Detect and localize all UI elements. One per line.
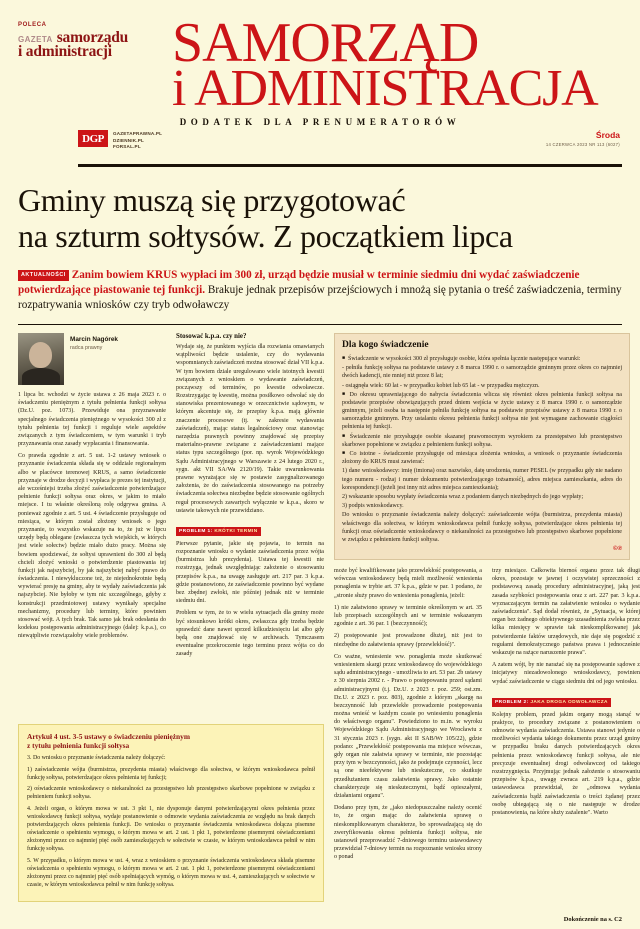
lead-bold-text: Zanim bowiem KRUS wypłaci im 300 zł, urząd będzie musiał w terminie siedmiu dni wydać zaświadczenie potwierdzające piastowanie tej funkcji. xyxy=(18,268,580,296)
problem-1-title: KRÓTKI TERMIN xyxy=(214,528,258,534)
promo-line1: samorządu xyxy=(56,28,129,46)
masthead-strap: DODATEK DLA PRENUMERATORÓW xyxy=(179,117,461,127)
paragraph: może być kwalifikowane jako przewlekłość postępowania, a wówczas wnioskodawcy będą mieli możliwość wniesienia ponaglenia w trybie art. 37 k.p.a., gdzie w par. 1 podano, że „stronie służy prawo do wniesienia ponaglenia, jeżeli: xyxy=(334,568,482,599)
info-item: - osiągnęła wiek: 60 lat - w przypadku kobiet lub 65 lat - w przypadku mężczyzn. xyxy=(342,382,540,389)
legal-paragraph: 1) zaświadczenie wójta (burmistrza, prezydenta miasta) właściwego dla sołectwa, w którym wnioskodawca pełnił funkcję sołtysa, potwierdzające okres pełnienia tej funkcji; xyxy=(27,766,315,781)
info-item: 3) podpis wnioskodawcy. xyxy=(342,503,404,510)
continuation-note: Dokończenie na s. C2 xyxy=(563,916,622,923)
column-4-body-2 xyxy=(492,711,640,817)
info-item: ■ Co istotne - świadczenie przysługuje od miesiąca złożenia wniosku, a wniosek o przyznanie świadczenia złożony do KRUS musi zawierać: xyxy=(342,450,622,466)
legal-title-line2: z tytułu pełnienia funkcji sołtysa xyxy=(27,741,130,751)
paragraph: A zatem wójt, by nie narażać się na postępowanie sądowe z inicjatywy niezadowolonego wnioskodawcy, powinien wydać zaświadczenie w ciągu siedmiu dni od jego wniosku. xyxy=(492,662,640,685)
paragraph: Wydaje się, że punktem wyjścia dla rozwiania omawianych wątpliwości będzie ustalenie, czy do wydawania wspomnianych zaświadczeń można stosować dział VII k.p.a. W tym bowiem dziale uregulowano wiele istotnych kwestii związanych z wnioskiem o wydawanie zaświadczeń, począwszy od terminów, po kwestie odwoławcze. Rozstrzygając tę kwestię, można posiłkowo odwołać się do stanowiska prezentowanego w orzecznictwie sądowym, w którym akcentuje się, że przepisy k.p.a. mają głównie znaczenie procesowe (tj. w zakresie wydawania zaświadczeń), mając status legalnościowy oraz stanowiąc narzędzia prawnych powinny znajdować się przepisy materialno-prawne związane z zaświadczeniami mające status typu szczególnego (por. np. wyrok Wojewódzkiego Sądu Administracyjnego w Warszawie z 24 lutego 2020 r., sygn. akt VII SA/Wa 2120/19). Takie uwarunkowania prawne wyrażające się w postawie zasygnalizowanego założenia, że do zaświadczenia stosowanego na potrzeby świadczenia sołectwa niezbędne będzie stosowanie ogólnych reguł procesowych zawartych wyłącznie w k.p.a., skoro w ustawie takowych nie przewidziano. xyxy=(176,343,324,514)
right-lower-columns xyxy=(334,567,640,865)
article-lead xyxy=(18,268,622,313)
legal-box-wrapper xyxy=(18,718,324,902)
column-3-body xyxy=(334,567,482,861)
date-full: 14 CZERWCA 2023 NR 113 (6027) xyxy=(545,142,620,147)
paragraph: Co ważne, wniesienie ww. ponaglenia może skutkować wniesieniem skargi przez wnioskodawcę do wojewódzkiego sądu administracyjnego - umożliwia to art. 53 par. 2b ustawy z 30 sierpnia 2002 r. - Prawo o postępowaniu przed sądami administracyjnymi (t.j. Dz.U. z 2023 r. poz. 259; ost.zm. Dz.U. z 2023 r. poz. 803), zgodnie z którym „skargę na bezczynność lub przewlekłe prowadzenie postępowania można wnieść w każdym czasie po wniesieniu ponaglenia do właściwego organu". Powiedziono to m.in. w wyroku Wojewódzkiego Sądu Administracyjnego we Wrocławiu z 31 stycznia 2023 r. (sygn. akt II SAB/Wr 105/22), gdzie podano: „Przewlekłość postępowania ma miejsce wówczas, gdy organ nie załatwia sprawy w terminie, nie pozostając przy tym w bezczynności, jako że podejmuje czynności, lecz są one nieefektywne lub nieskuteczne, co skutkuje przedłużaniem czasu załatwienia sprawy. Jako ostatnie charakteryzuje się nieskutecznymi, bądź opieszałymi, działaniami organu". xyxy=(334,653,482,799)
problem-1-tag xyxy=(176,527,261,536)
paragraph: 1 lipca br. wchodzi w życie ustawa z 26 maja 2023 r. o świadczeniu pieniężnym z tytułu pełnienia funkcji sołtysa (Dz.U. poz. 1073). Przewiduje ona przyznawanie specjalnego świadczenia pieniężnego w wysokości 300 zł z tytułu pełnienia tej funkcji i reguluje wiele aspektów związanych z tym świadczeniem, w tym warunki i tryb przyznawania oraz zasady wypłacania i finansowania. xyxy=(18,391,166,448)
legal-box-title xyxy=(27,732,315,750)
info-item: ■ Świadczenie nie przysługuje osobie skazanej prawomocnym wyrokiem za przestępstwo lub przestępstwo skarbowe popełnione w związku z pełnieniem funkcji sołtysa. xyxy=(342,433,622,449)
paragraph: Dodano przy tym, że „jako niedopuszczalne należy ocenić to, że organ mając do załatwienia sprawę o nieskomplikowanym charakterze, bo sprowadzającą się do zweryfikowania okresu pełnienia funkcji sołtysa, nie ustanowił przeprowadzić 7-dniowego terminu ustawodawcy przewidział 7-dniowy termin na rozpoznanie wniosku strony o ponad xyxy=(334,805,482,861)
date-weekday: Środa xyxy=(595,130,620,140)
column-1-body xyxy=(18,391,166,641)
info-box-credit: ©℗ xyxy=(613,546,622,553)
info-box-dla-kogo xyxy=(334,333,630,560)
problem-1-number: PROBLEM 1: xyxy=(179,528,213,534)
info-item: ■ Świadczenie w wysokości 300 zł przysługuje osobie, która spełnia łącznie następujące warunki: xyxy=(342,355,622,363)
legal-paragraph: 4. Jeżeli organ, o którym mowa w ust. 3 pkt 1, nie dysponuje danymi potwierdzającymi okres pełnienia przez wnioskodawcę funkcji sołtysa, wydaje postanowienie o odmowie wydania zaświadczenia ze względu na brak danych potwierdzających okres pełnienia funkcji. Do wniosku o przyznanie świadczenia wnioskodawca dołącza pisemne oświadczenie o spełnieniu wymogu, o którym mowa w art. 2 ust. 1 pkt 1, potwierdzone pisemnymi oświadczeniami złożonymi przez co najmniej pięć osób zamieszkujących w sołectwie w czasie, w którym wnioskodawca pełnił w nim funkcję sołtysa. xyxy=(27,805,315,853)
promo-line2: i administracji xyxy=(18,42,112,60)
legal-box-artykul-4 xyxy=(18,724,324,902)
info-box-title: Dla kogo świadczenie xyxy=(342,339,429,350)
info-item: 1) dane wnioskodawcy: imię (imiona) oraz nazwisko, datę urodzenia, numer PESEL (w przypadku gdy nie nadano tego numeru - rodzaj i numer dokumentu potwierdzającego tożsamość), adres miejsca zamieszkania, adres do korespondencji (jeżeli jest inny niż adres miejsca zamieszkania); xyxy=(342,468,622,491)
author-name: Marcin Nagórek xyxy=(70,335,118,343)
promo-gazeta-word: GAZETA xyxy=(18,34,53,44)
masthead-title-line1: SAMORZĄD xyxy=(172,12,479,74)
paragraph: Pierwsze pytanie, jakie się pojawia, to termin na rozpoznanie wniosku o wydanie zaświadczenia przez wójta (burmistrza lub prezydenta). Ustawa tej kwestii nie rozstrzyga, jednak uwzględniając założenie o stosowaniu przepisów k.p.a., na uwagę zasługuje art. 217 par. 3 k.p.a. gdzie postanowiono, że zaświadczenie powinno być wydane bez zbędnej zwłoki, nie później jednak niż w terminie siedmiu dni. xyxy=(176,540,324,605)
subheading-kpa: Stosować k.p.a. czy nie? xyxy=(176,332,247,340)
brand-websites: GAZETAPRAWNA.PL DZIENNIK.PL FORSAL.PL xyxy=(113,131,163,150)
info-item: 2) wskazanie sposobu wypłaty świadczenia wraz z podaniem danych niezbędnych do jego wypłaty; xyxy=(342,493,584,500)
info-box-body xyxy=(342,355,622,544)
problem-2-number: PROBLEM 2: xyxy=(495,699,529,705)
column-2-body-2 xyxy=(176,540,324,659)
lead-divider xyxy=(18,324,622,325)
masthead-title-line2: i ADMINISTRACJA xyxy=(172,60,598,118)
paragraph: Problem w tym, że to w wielu sytuacjach dla gminy może być stosunkowo krótki okres, zwłaszcza gdy trzeba będzie sprawdzić dane nawet sprzed kilkudziesięciu lat albo gdy będą one znajdować się w archiwach. Tymczasem ewentualne przekroczenie tego terminu przez wójta co do zasady xyxy=(176,610,324,658)
brand-bar xyxy=(18,130,622,164)
dgp-logo: DGP xyxy=(78,130,108,147)
legal-paragraph: 3. Do wniosku o przyznanie świadczenia należy dołączyć: xyxy=(27,755,166,762)
problem-2-tag xyxy=(492,698,611,707)
author-meta xyxy=(70,333,118,385)
masthead xyxy=(18,0,622,118)
lead-tag-aktualnosci: AKTUALNOŚCI xyxy=(18,270,69,281)
column-4-body xyxy=(492,567,640,686)
article-headline xyxy=(18,183,622,255)
info-item: ■ Do okresu uprawniającego do nabycia świadczenia wlicza się również okres pełnienia funkcji sołtysa na podstawie przepisów obowiązujących przed dniem wejścia w życie ustawy z 8 marca 1990 r. o samorządzie gminnym, jeżeli osoba ta następnie pełniła funkcję sołtysa na podstawie przepisów ustawy z 8 marca 1990 r. o samorządzie gminnym. Przy ustalaniu okresu pełnienia funkcji sołtysa nie jest wymagane zachowanie ciągłości pełnienia tej funkcji. xyxy=(342,391,622,432)
info-item: Do wniosku o przyznanie świadczenia należy dołączyć: zaświadczenie wójta (burmistrza, prezydenta miasta) właściwego dla sołectwa, w którym wnioskodawca pełnił funkcję sołtysa, potwierdzające okres pełnienia tej funkcji oraz oświadczenie wnioskodawcy o niekaralności za przestępstwo lub przestępstwo skarbowe popełnione w związku z pełnieniem funkcji sołtysa. xyxy=(342,512,622,543)
column-2-body xyxy=(176,343,324,515)
problem-2-title: JAKA DROGA ODWOŁAWCZA xyxy=(530,699,608,705)
promo-title xyxy=(18,30,168,60)
legal-paragraph: 5. W przypadku, o którym mowa w ust. 4, wraz z wnioskiem o przyznanie świadczenia wnioskodawca składa pisemne oświadczenia o spełnieniu wymogu, o którym mowa w art. 2 ust. 1 pkt 1, potwierdzone pisemnymi oświadczeniami złożonymi przez co najmniej pięć osób spełniających wymóg, o którym mowa w ust. 4, zamieszkujących w sołectwie w czasie, w którym wnioskodawca pełnił w nim funkcję sołtysa. xyxy=(27,857,315,888)
right-section xyxy=(334,333,640,866)
column-3 xyxy=(334,567,482,865)
paragraph: trzy miesiące. Całkowita biernoś organu przez tak długi okres, pozostaje w jawnej i oczywistej sprzeczności z podstawową zasadą procedury administracyjnej, jaką jest zasada szybkości postępowania oraz z art. 227 par. 3 k.p.a. wyznaczającym termin na załatwienie wniosku o wydanie zaświadczenia". Sąd dodał również, że „Sytuacja, w której organ bez żadnego obiektywnego uzasadnienia zwleka przez kilka miesięcy w sprawie tak nieskomplikowanej jak potwierdzenie faktów urzędowych, nie daje się pogodzić z regułami demokratycznego państwa prawa i jednocześnie wskazuje na rażące naruszenie prawa". xyxy=(492,568,640,656)
column-4 xyxy=(492,567,640,865)
headline-line2: na szturm sołtysów. Z początkiem lipca xyxy=(18,217,513,254)
paragraph: 1) nie załatwiono sprawy w terminie określonym w art. 35 lub przepisach szczególnych ani w terminie wskazanym zgodnie z art. 36 par. 1 (bezczynność); xyxy=(334,604,482,628)
masthead-rule xyxy=(78,164,622,167)
author-byline xyxy=(18,333,166,385)
page-title xyxy=(172,12,622,118)
legal-paragraph: 2) oświadczenie wnioskodawcy o niekaralności za przestępstwo lub przestępstwo skarbowe popełnione w związku z pełnieniem funkcji sołtysa. xyxy=(27,786,315,801)
lead-rest-text: Brakuje jednak przepisów przejściowych i mnożą się pytania o treść zaświadczenia, terminy rozpatrywania wniosków czy tryb odwoławczy xyxy=(18,283,622,311)
paragraph: 2) postępowanie jest prowadzone dłużej, niż jest to niezbędne do załatwienia sprawy (przewlekłość)". xyxy=(334,633,482,648)
info-item: - pełniła funkcję sołtysa na podstawie ustawy z 8 marca 1990 r. o samorządzie gminnym przez okres co najmniej dwóch kadencji, nie mniej niż przez 8 lat; xyxy=(342,365,622,380)
legal-title-line1: Artykuł 4 ust. 3-5 ustawy o świadczeniu pieniężnym xyxy=(27,732,191,741)
promo-kicker: POLECA xyxy=(18,22,47,28)
headline-line1: Gminy muszą się przygotować xyxy=(18,182,406,218)
paragraph: Co prawda zgodnie z art. 5 ust. 1-2 ustawy wniosek o przyznanie świadczenia składa się w oddziale regionalnym albo w placówce terenowej KRUS, a samo świadczenie przyznaje w drodze decyzji i wypłaca je prezes tej instytucji, ale wcześniejsi trzeba złożyć zaświadczenie potwierdzające pełnienie funkcji sołtysa oraz okres, w jakim to miało miejsce. I tu właśnie określoną rolę odgrywa gmina. A ponieważ zgodnie z art. 5 ust. 4 świadczenie przysługuje od miesiąca, w którym został złożony wniosek o jego przyznanie, to wszystko wskazuje na to, że już w lipcu urzędy będą oblegane (zwłaszcza tych wiejskich, w których jest wiele sołectw) będzie miało dużo pracy. Można się bowiem spodziewać, że sołtysi uprawnieni do 300 zł będą chcieli złożyć wnioski o potwierdzenie piastowania tej funkcji jak najszybciej, by jak najszybciej nabyć prawo do świadczenia. I niewykluczone też, że niejednokrotnie będą wywierać presję na gminy, aby te wydały zaświadczenia jak najszybciej. Nie byłoby w tym nic szczególnego, gdyby z konstrukcji przedmiotowej ustawy wynikały specjalne mechanizmy, procedury lub terminy, które powinien stosować wójt. A tych brak. Tak samo jak brak odesłania do kodeksu postępowania administracyjnego (dalej: k.p.a.), co niewątpliwie rozwiązałoby wiele problemów. xyxy=(18,453,166,640)
author-portrait xyxy=(18,333,64,385)
paragraph: Kolejny problem, przed jakim organy mogą stanąć w praktyce, to procedury związane z postanowieniem o odmowie wydania zaświadczenia. Ustawa stanowi jedynie o możliwości wydania takiego dokumentu przez urząd gminy w przypadku braku danych potwierdzających okres pełnienia przez wnioskodawcę funkcji sołtysa, ale nie precyzuje ewentualnej drogi odwoławczej od takiego rozstrzygnięcia. Przyjmując jednak założenie o stosowaniu przepisów k.p.a., uwagę zwraca art. 219 k.p.a., gdzie ustawodawca przewidział, że „odmowa wydania zaświadczenia bądź zaświadczenia o treści żądanej przez osobę ubiegającą się o nie następuje w drodze postanowienia, na które służy zażalenie". Warto xyxy=(492,711,640,816)
promo-block xyxy=(18,20,168,60)
date-block xyxy=(546,130,622,147)
masthead-title-block xyxy=(172,12,622,118)
legal-box-body xyxy=(27,754,315,889)
author-role: radca prawny xyxy=(70,344,103,351)
